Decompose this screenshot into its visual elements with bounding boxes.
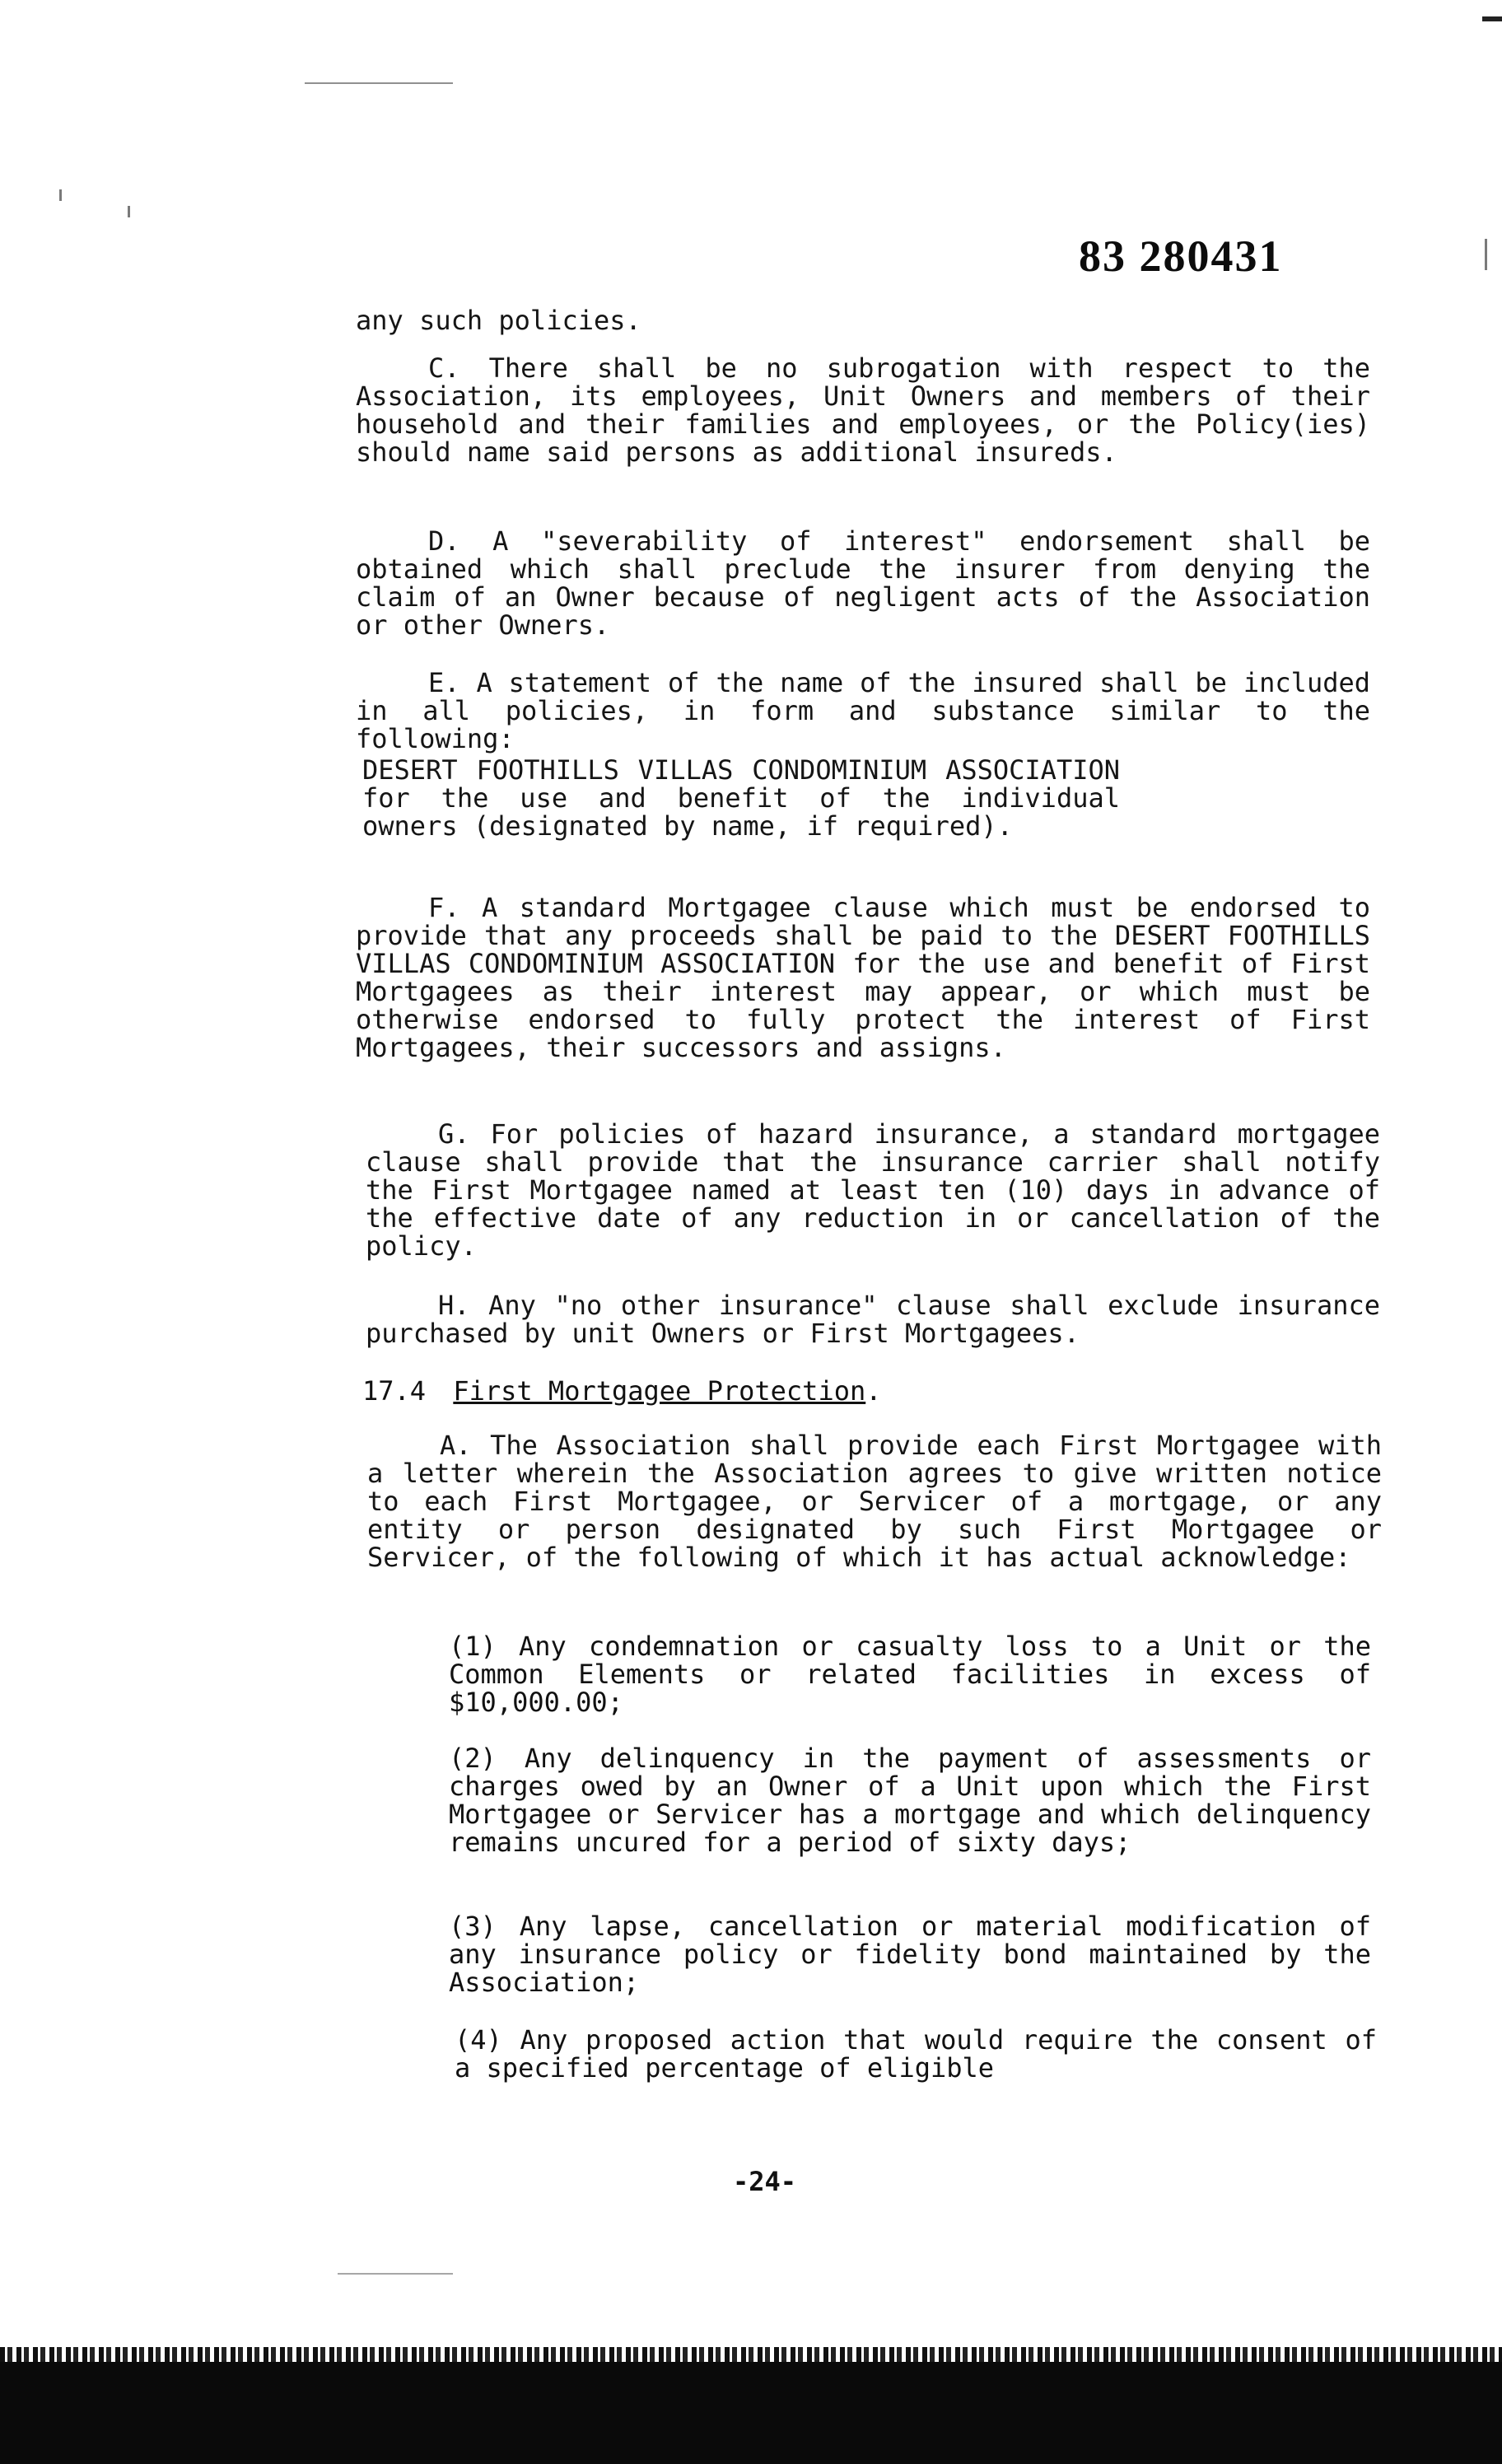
scan-border <box>0 2362 1502 2464</box>
paragraph-e: E. A statement of the name of the insured shall be included in all policies, in form and substance similar to the following: <box>356 667 1370 754</box>
section-number: 17.4 <box>362 1375 427 1407</box>
scan-artifact <box>1485 239 1487 270</box>
scan-artifact <box>338 2273 453 2275</box>
paragraph-h: H. Any "no other insurance" clause shall exclude insurance purchased by unit Owners or First Mortgagees. <box>366 1290 1380 1349</box>
scan-artifact <box>128 206 130 217</box>
list-item: (1) Any condemnation or casualty loss to a Unit or the Common Elements or related facilities in excess of $10,000.00; <box>449 1631 1371 1718</box>
paragraph-continuation: any such policies. <box>356 305 641 336</box>
list-item: (4) Any proposed action that would require the consent of a specified percentage of eligible <box>455 2024 1377 2084</box>
section-title: First Mortgagee Protection <box>453 1375 866 1407</box>
section-title-suffix: . <box>865 1375 882 1407</box>
paragraph-17-4-a: A. The Association shall provide each First Mortgagee with a letter wherein the Association agrees to give written notice to each First Mortgagee, or Servicer of a mortgage, or any entity or person designated by such First Mortgagee or Servicer, of the following of which it has actual acknowledge: <box>367 1430 1382 1573</box>
paragraph-c: C. There shall be no subrogation with respect to the Association, its employees, Unit Owners and members of their household and their families and employees, or the Policy(ies) should name said persons as additional insureds. <box>356 352 1370 468</box>
scan-artifact <box>1482 16 1502 21</box>
paragraph-f: F. A standard Mortgagee clause which must be endorsed to provide that any proceeds shall be paid to the DESERT FOOTHILLS VILLAS CONDOMINIUM ASSOCIATION for the use and benefit of First Mortgagees as their interest may appear, or which must be otherwise endorsed to fully protect the interest of First Mortgagees, their successors and assigns. <box>356 892 1370 1063</box>
document-number: 83 280431 <box>1079 231 1283 281</box>
section-heading <box>362 1375 882 1407</box>
page-number: -24- <box>733 2166 797 2197</box>
list-item: (2) Any delinquency in the payment of assessments or charges owed by an Owner of a Unit upon which the First Mortgagee or Servicer has a mortgage and which delinquency remains uncured for a period of sixty days; <box>449 1743 1371 1858</box>
paragraph-g: G. For policies of hazard insurance, a standard mortgagee clause shall provide that the insurance carrier shall notify the First Mortgagee named at least ten (10) days in advance of the effective date of any reduction in or cancellation of the policy. <box>366 1118 1380 1262</box>
paragraph-d: D. A "severability of interest" endorsement shall be obtained which shall preclude the insurer from denying the claim of an Owner because of negligent acts of the Association or other Owners. <box>356 525 1370 641</box>
list-item: (3) Any lapse, cancellation or material modification of any insurance policy or fidelity bond maintained by the Association; <box>449 1911 1371 1998</box>
scan-artifact <box>59 189 62 201</box>
paragraph-e-insured-name: DESERT FOOTHILLS VILLAS CONDOMINIUM ASSOCIATION for the use and benefit of the individual owners (designated by name, if required). <box>362 754 1120 842</box>
